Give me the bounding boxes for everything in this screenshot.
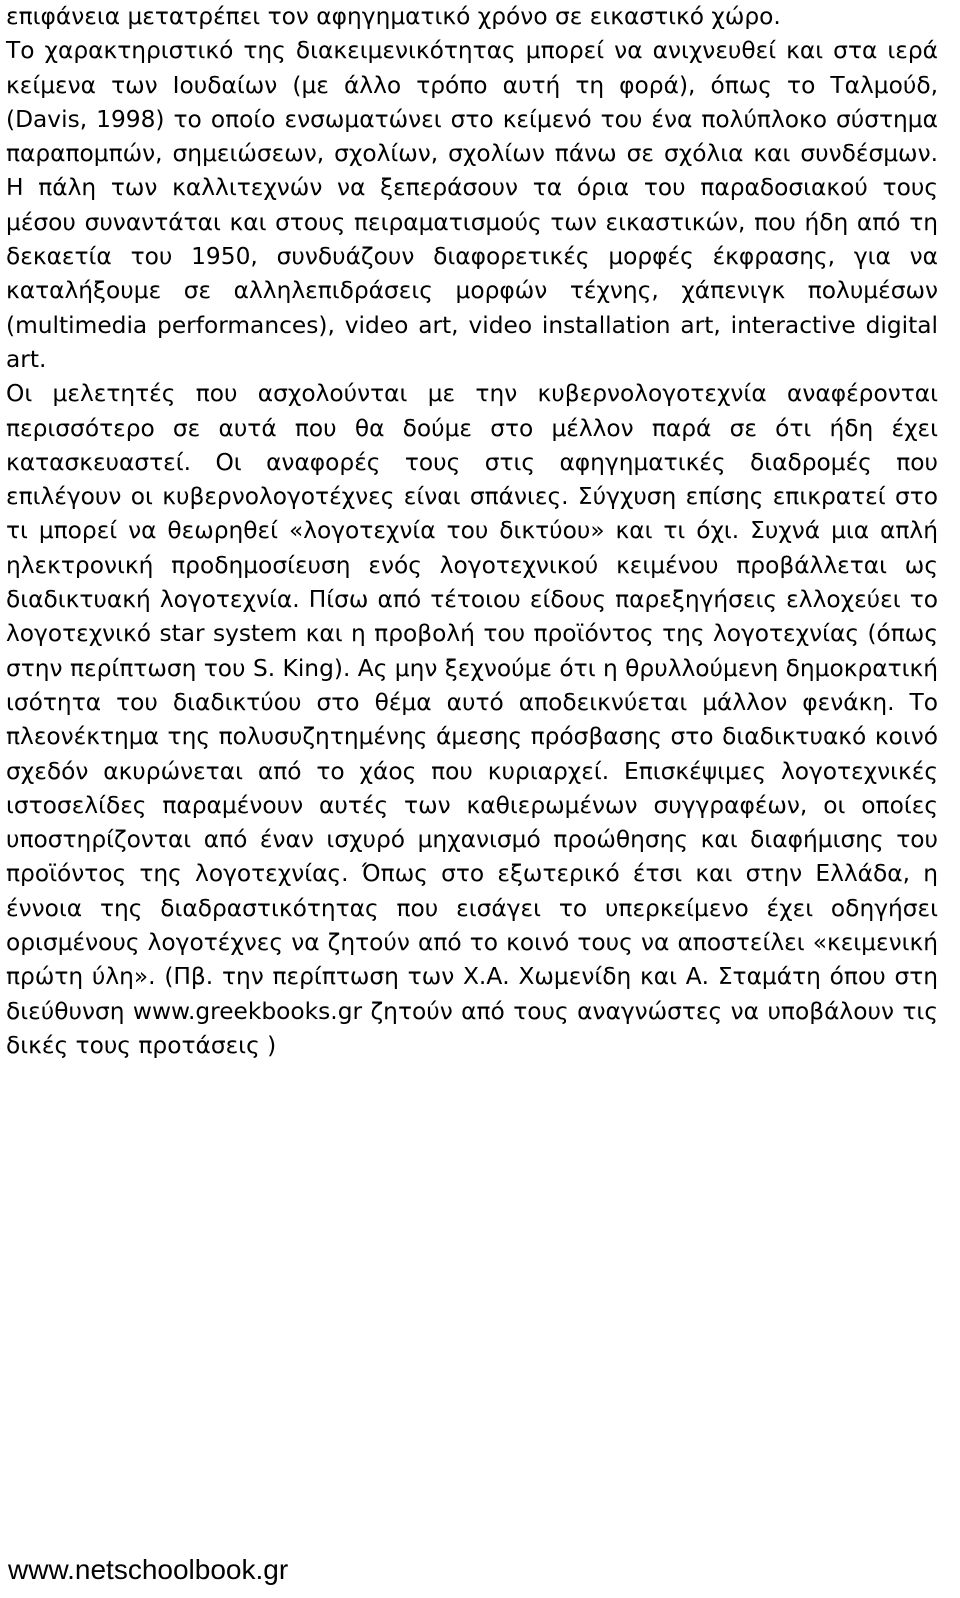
paragraph-2: Το χαρακτηριστικό της διακειμενικότητας μπορεί να ανιχνευθεί και στα ιερά κείμενα των Ιουδαίων (με άλλο τρόπο αυτή τη φορά), όπως το Ταλμούδ, (Davis, 1998) το οποίο ενσωματώνει στο κείμενό του ένα πολύπλοκο σύστημα παραπομπών, σημειώσεων, σχολίων, σχολίων πάνω σε σχόλια και συνδέσμων. Η πάλη των καλλιτεχνών να ξεπεράσουν τα όρια του παραδοσιακού τους μέσου συναντάται και στους πειραματισμούς των εικαστικών, που ήδη από τη δεκαετία του 1950, συνδυάζουν διαφορετικές μορφές έκφρασης, για να καταλήξουμε σε αλληλεπιδράσεις μορφών τέχνης, χάπενιγκ πολυμέσων (multimedia performances), video art, video installation art, interactive digital art. <box>6 37 938 373</box>
footer-website: www.netschoolbook.gr <box>8 1554 289 1585</box>
paragraph-3: Οι μελετητές που ασχολούνται με την κυβερνολογοτεχνία αναφέρονται περισσότερο σε αυτά που θα δούμε στο μέλλον παρά σε ότι ήδη έχει κατασκευαστεί. Οι αναφορές τους στις αφηγηματικές διαδρομές που επιλέγουν οι κυβερνολογοτέχνες είναι σπάνιες. Σύγχυση επίσης επικρατεί στο τι μπορεί να θεωρηθεί «λογοτεχνία του δικτύου» και τι όχι. Συχνά μια απλή ηλεκτρονική προδημοσίευση ενός λογοτεχνικού κειμένου προβάλλεται ως διαδικτυακή λογοτεχνία. Πίσω από τέτοιου είδους παρεξηγήσεις ελλοχεύει το λογοτεχνικό star system και η προβολή του προϊόντος της λογοτεχνίας (όπως στην περίπτωση του S. King). Ας μην ξεχνούμε ότι η θρυλλούμενη δημοκρατική ισότητα του διαδικτύου στο θέμα αυτό αποδεικνύεται μάλλον φενάκη. Το πλεονέκτημα της πολυσυζητημένης άμεσης πρόσβασης στο διαδικτυακό κοινό σχεδόν ακυρώνεται από το χάος που κυριαρχεί. Επισκέψιμες λογοτεχνικές ιστοσελίδες παραμένουν αυτές των καθιερωμένων συγγραφέων, οι οποίες υποστηρίζονται από έναν ισχυρό μηχανισμό προώθησης και διαφήμισης του προϊόντος της λογοτεχνίας. Όπως στο εξωτερικό έτσι και στην Ελλάδα, η έννοια της διαδραστικότητας που εισάγει το υπερκείμενο έχει οδηγήσει ορισμένους λογοτέχνες να ζητούν από το κοινό τους να αποστείλει «κειμενική πρώτη ύλη». (Πβ. την περίπτωση των Χ.Α. Χωμενίδη και Α. Σταμάτη όπου στη διεύθυνση www.greekbooks.gr ζητούν από τους αναγνώστες να υποβάλουν τις δικές τους προτάσεις ) <box>6 380 938 1059</box>
document-body <box>6 0 938 1063</box>
paragraph-1: επιφάνεια μετατρέπει τον αφηγηματικό χρόνο σε εικαστικό χώρο. <box>6 3 781 30</box>
